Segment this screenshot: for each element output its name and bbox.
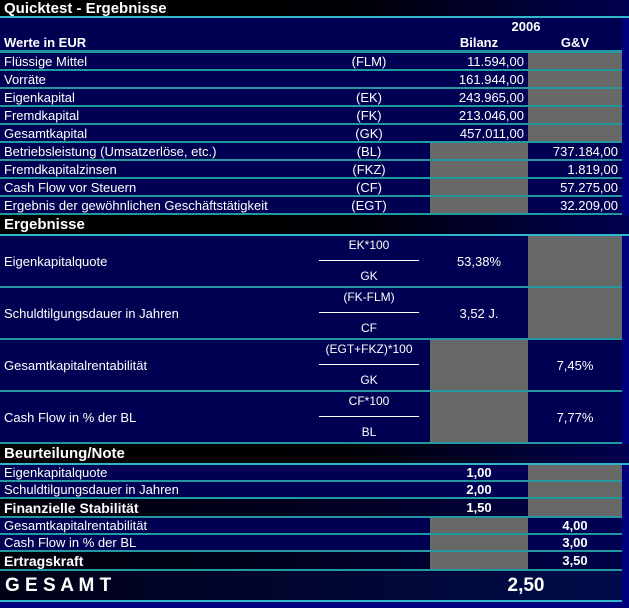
row-label: Flüssige Mittel: [4, 53, 88, 69]
formula-numerator: EK*100: [348, 238, 390, 252]
row-label: Gesamtkapitalrentabilität: [4, 518, 148, 533]
gv-value-cell[interactable]: 32.209,00: [560, 197, 618, 213]
page-title: Quicktest - Ergebnisse: [4, 0, 167, 17]
bilanz-value-cell[interactable]: 11.594,00: [467, 53, 524, 69]
column-header-row: [0, 34, 622, 53]
result-cell: 53,38%: [456, 253, 502, 269]
bilanz-value-cell[interactable]: 161.944,00: [458, 71, 524, 87]
note-cell: 3,00: [562, 535, 588, 550]
formula-fraction: [308, 288, 430, 338]
row-code: (GK): [355, 125, 383, 141]
section-title: Beurteilung/Note: [4, 445, 125, 462]
gv-value-cell[interactable]: 1.819,00: [567, 161, 618, 177]
section-title: Ergebnisse: [4, 216, 85, 233]
blocked-cell: [528, 53, 622, 69]
row-code: (FKZ): [352, 161, 386, 177]
row-code: (CF): [356, 179, 382, 195]
note-row-cash-flow-prozent: [0, 535, 622, 552]
blocked-cell: [528, 288, 622, 338]
gesamt-total-row: [0, 571, 622, 602]
ratio-row-eigenkapitalquote: [0, 236, 622, 288]
blocked-cell: [430, 143, 528, 159]
fraction-line: [319, 312, 419, 313]
bilanz-value-cell[interactable]: 213.046,00: [458, 107, 524, 123]
blocked-cell: [430, 161, 528, 177]
table-row-cash-flow-vor-steuern: [0, 179, 622, 197]
note-cell: 1,00: [466, 465, 492, 480]
row-label: Cash Flow in % der BL: [4, 409, 137, 425]
ratio-row-cash-flow-prozent: [0, 392, 622, 444]
report-title-bar: [0, 0, 629, 18]
col-header-gv: G&V: [560, 34, 590, 50]
row-label: Gesamtkapital: [4, 125, 88, 141]
result-cell: 7,77%: [556, 409, 594, 425]
row-label: Ergebnis der gewöhnlichen Geschäftstätigkeit: [4, 197, 268, 213]
note-cell: 2,00: [466, 482, 492, 497]
year-label: 2006: [511, 19, 541, 34]
table-row-vorraete: [0, 71, 622, 89]
fraction-line: [319, 260, 419, 261]
fraction-line: [319, 416, 419, 417]
blocked-cell: [528, 236, 622, 286]
row-label: Gesamtkapitalrentabilität: [4, 357, 148, 373]
row-code: (EGT): [351, 197, 387, 213]
col-header-bilanz: Bilanz: [459, 34, 499, 50]
blocked-cell: [528, 482, 622, 497]
table-row-betriebsleistung: [0, 143, 622, 161]
blocked-cell: [528, 71, 622, 87]
note-row-eigenkapitalquote: [0, 465, 622, 482]
row-label: Ertragskraft: [4, 552, 84, 569]
row-label: Fremdkapital: [4, 107, 80, 123]
formula-fraction: [308, 236, 430, 286]
table-row-fluessige-mittel: [0, 53, 622, 71]
ratio-row-gesamtkapitalrentabilitaet: [0, 340, 622, 392]
blocked-cell: [528, 465, 622, 480]
werte-in-eur-label: Werte in EUR: [4, 34, 87, 50]
row-code: (BL): [356, 143, 382, 159]
table-row-egt: [0, 197, 622, 215]
row-label: Finanzielle Stabilität: [4, 499, 139, 516]
blocked-cell: [430, 518, 528, 533]
table-row-fremdkapitalzinsen: [0, 161, 622, 179]
table-row-gesamtkapital: [0, 125, 622, 143]
row-label: Eigenkapital: [4, 89, 75, 105]
note-row-gesamtkapitalrentabilitaet: [0, 518, 622, 535]
row-label: Cash Flow vor Steuern: [4, 179, 137, 195]
blocked-cell: [528, 125, 622, 141]
note-cell: 3,50: [562, 553, 588, 568]
row-code: (EK): [356, 89, 382, 105]
formula-denominator: CF: [361, 321, 377, 335]
row-label: Fremdkapitalzinsen: [4, 161, 117, 177]
gesamt-label: G E S A M T: [5, 574, 112, 596]
row-label: Cash Flow in % der BL: [4, 535, 137, 550]
row-label: Betriebsleistung (Umsatzerlöse, etc.): [4, 143, 217, 159]
row-label: Vorräte: [4, 71, 46, 87]
formula-numerator: (FK-FLM): [343, 290, 395, 304]
row-label: Schuldtilgungsdauer in Jahren: [4, 482, 179, 497]
formula-denominator: GK: [360, 269, 378, 283]
row-code: (FLM): [351, 53, 387, 69]
formula-denominator: GK: [360, 373, 378, 387]
section-header-beurteilung: [0, 444, 629, 465]
row-code: (FK): [356, 107, 382, 123]
formula-numerator: (EGT+FKZ)*100: [325, 342, 413, 356]
blocked-cell: [430, 340, 528, 390]
blocked-cell: [430, 392, 528, 442]
bilanz-value-cell[interactable]: 243.965,00: [458, 89, 524, 105]
blocked-cell: [528, 89, 622, 105]
formula-fraction: [308, 340, 430, 390]
row-label: Schuldtilgungsdauer in Jahren: [4, 305, 179, 321]
subtotal-row-ertragskraft: [0, 552, 622, 571]
row-label: Eigenkapitalquote: [4, 465, 108, 480]
blocked-cell: [528, 107, 622, 123]
subtotal-row-finanzielle-stabilitaet: [0, 499, 622, 518]
note-cell: 4,00: [562, 518, 588, 533]
row-label: Eigenkapitalquote: [4, 253, 108, 269]
gv-value-cell[interactable]: 737.184,00: [552, 143, 618, 159]
gesamt-value: 2,50: [507, 574, 545, 596]
blocked-cell: [430, 552, 528, 569]
note-cell: 1,50: [466, 500, 492, 515]
formula-denominator: BL: [361, 425, 377, 439]
year-header-row: [0, 18, 622, 34]
table-row-eigenkapital: [0, 89, 622, 107]
blocked-cell: [430, 535, 528, 550]
blocked-cell: [528, 499, 622, 516]
fraction-line: [319, 364, 419, 365]
formula-fraction: [308, 392, 430, 442]
blocked-cell: [430, 197, 528, 213]
result-cell: 3,52 J.: [459, 305, 499, 321]
bilanz-value-cell[interactable]: 457.011,00: [459, 125, 524, 141]
section-header-ergebnisse: [0, 215, 629, 236]
table-row-fremdkapital: [0, 107, 622, 125]
result-cell: 7,45%: [556, 357, 594, 373]
ratio-row-schuldtilgungsdauer: [0, 288, 622, 340]
gv-value-cell[interactable]: 57.275,00: [560, 179, 618, 195]
note-row-schuldtilgungsdauer: [0, 482, 622, 499]
formula-numerator: CF*100: [348, 394, 390, 408]
blocked-cell: [430, 179, 528, 195]
